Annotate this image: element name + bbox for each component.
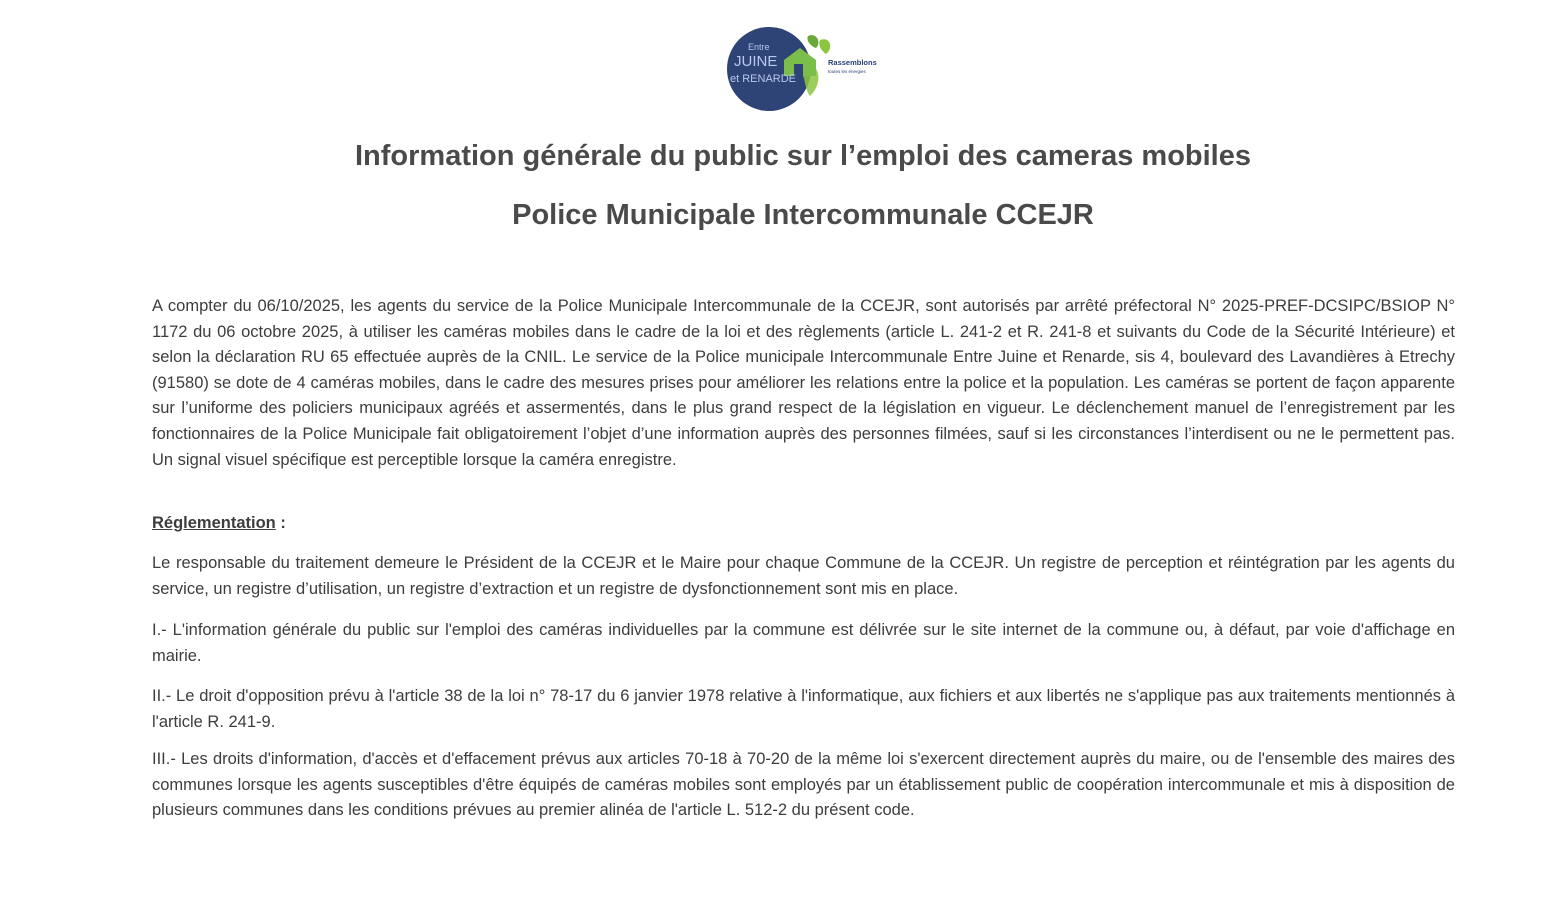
ccejr-logo (726, 26, 896, 112)
logo-tagline-sub: toutes les énergies (828, 69, 866, 74)
intro-paragraph: A compter du 06/10/2025, les agents du service de la Police Municipale Intercommunale de la CCEJR, sont autorisés par arrêté préfectoral N° 2025-PREF-DCSIPC/BSIOP N° 1172 du 06 octobre 2025, à utiliser les caméras mobiles dans le cadre de la loi et des règlements (article L. 241-2 et R. 241-8 et suivants du Code de la Sécurité Intérieure) et selon la déclaration RU 65 effectuée auprès de la CNIL. Le service de la Police municipale Intercommunale Entre Juine et Renarde, sis 4, boulevard des Lavandières à Etrechy (91580) se dote de 4 caméras mobiles, dans le cadre des mesures prises pour améliorer les relations entre la police et la population. Les caméras se portent de façon apparente sur l’uniforme des policiers municipaux agréés et assermentés, dans le plus grand respect de la législation en vigueur. Le déclenchement manuel de l’enregistrement par les fonctionnaires de la Police Municipale fait obligatoirement l’objet d’une information auprès des personnes filmées, sauf si les circonstances l’interdisent ou ne le permettent pas. Un signal visuel spécifique est perceptible lorsque la caméra enregistre. (152, 297, 1455, 469)
logo-line3: et RENARDE (730, 73, 797, 85)
responsable-paragraph: Le responsable du traitement demeure le Président de la CCEJR et le Maire pour chaque Commune de la CCEJR. Un registre de perception et réintégration par les agents du service, un registre d’utilisation, un registre d’extraction et un registre de dysfonctionnement sont mis en place. (152, 554, 1455, 598)
logo-line2: JUINE (734, 53, 778, 70)
point-iii-paragraph: III.- Les droits d'information, d'accès et d'effacement prévus aux articles 70-18 à 70-20 de la même loi s'exercent directement auprès du maire, ou de l'ensemble des maires des communes lorsque les agents susceptibles d'être équipés de caméras mobiles sont employés par un établissement public de coopération intercommunale et mis à disposition de plusieurs communes dans les conditions prévues au premier alinéa de l'article L. 512-2 du présent code. (152, 750, 1455, 820)
logo-tagline: Rassemblons (828, 58, 877, 67)
page-title: Information générale du public sur l’emploi des cameras mobiles (354, 140, 1251, 172)
logo-line1: Entre (748, 42, 770, 52)
logo-emblem-icon (726, 26, 896, 112)
section-heading-label: Réglementation (152, 514, 276, 532)
point-i-paragraph: I.- L'information générale du public sur l'emploi des caméras individuelles par la commune est délivrée sur le site internet de la commune ou, à défaut, par voie d'affichage en mairie. (152, 621, 1455, 665)
point-ii-paragraph: II.- Le droit d'opposition prévu à l'article 38 de la loi n° 78-17 du 6 janvier 1978 relative à l'informatique, aux fichiers et aux libertés ne s'applique pas aux traitements mentionnés à l'article R. 241-9. (152, 687, 1455, 731)
section-heading-colon: : (275, 514, 286, 532)
section-heading (152, 514, 286, 533)
page-subtitle: Police Municipale Intercommunale CCEJR (512, 199, 1094, 231)
